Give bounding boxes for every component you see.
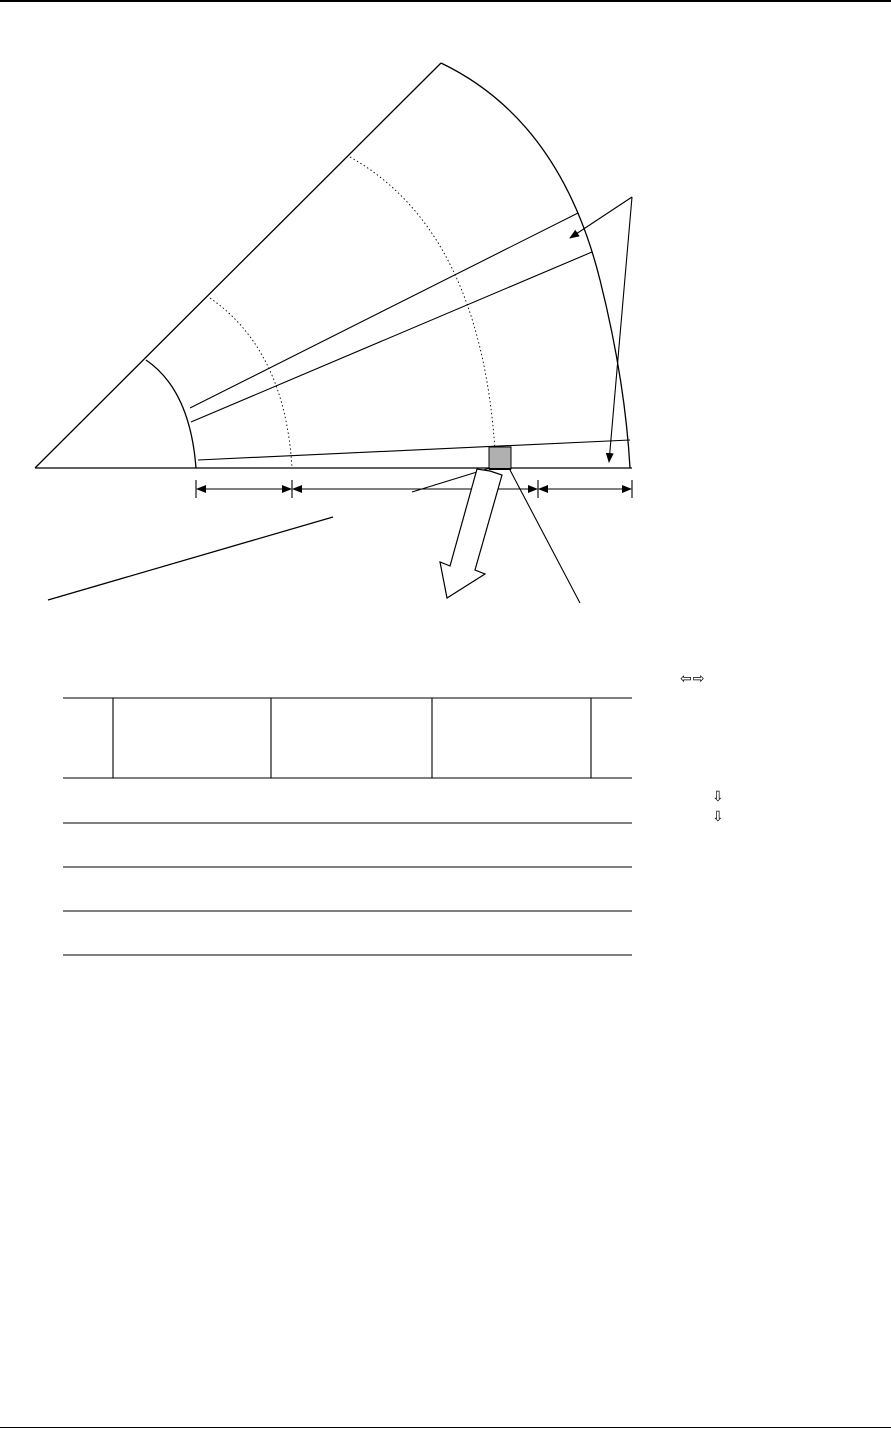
down-arrow-icon: ⇩ xyxy=(712,789,724,805)
down-arrow-icon: ⇩ xyxy=(712,809,724,825)
bottom-rule xyxy=(0,1427,891,1428)
left-right-arrow-icon: ⇦⇨ xyxy=(680,671,706,687)
